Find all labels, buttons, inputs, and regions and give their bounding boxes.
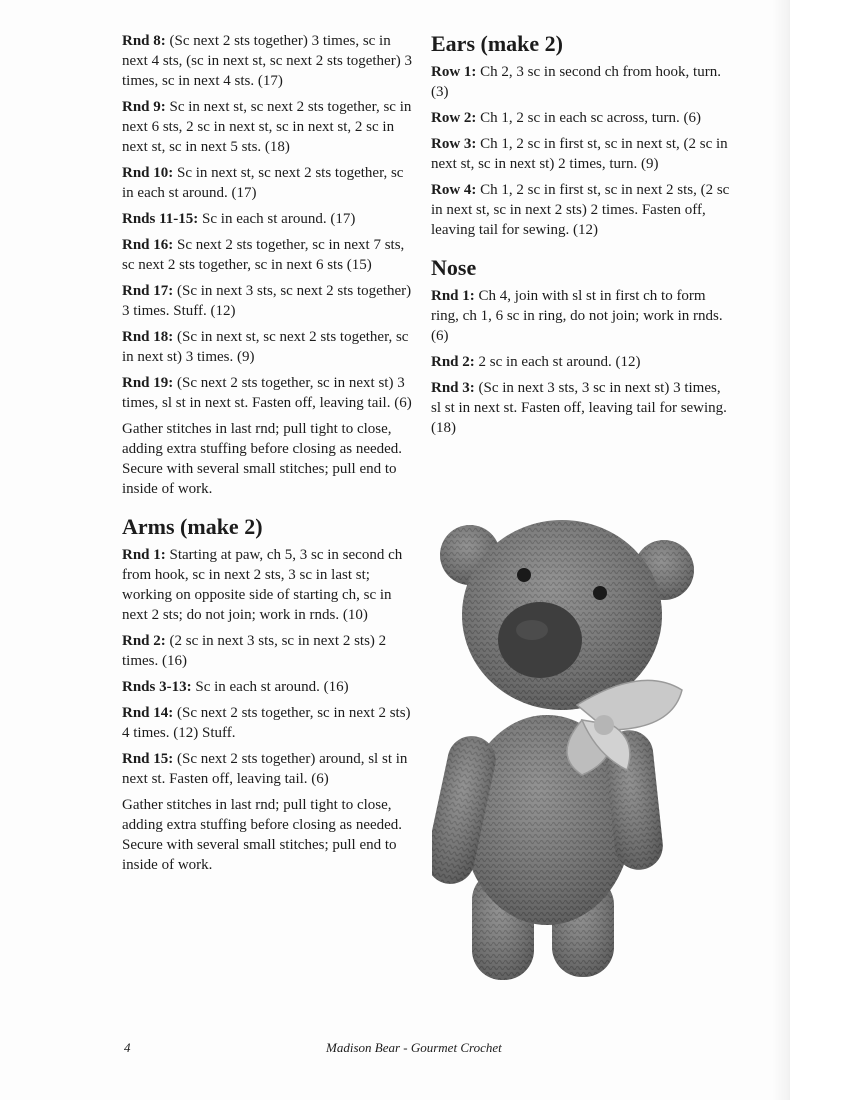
instruction-label: Rnd 14: <box>122 705 174 721</box>
instruction-label: Rnd 18: <box>122 329 174 345</box>
instruction-paragraph <box>122 163 412 203</box>
instruction-paragraph <box>431 134 731 174</box>
right-column <box>431 30 731 444</box>
instruction-text: Sc in each st around. (17) <box>198 211 356 227</box>
instruction-label: Rnd 2: <box>431 354 475 370</box>
instruction-paragraph <box>431 378 731 438</box>
instruction-paragraph <box>122 281 412 321</box>
instruction-text: Ch 2, 3 sc in second ch from hook, turn. (3) <box>431 64 721 100</box>
instruction-paragraph <box>122 703 412 743</box>
instruction-text: 2 sc in each st around. (12) <box>474 354 641 370</box>
instruction-paragraph <box>431 180 731 240</box>
instruction-paragraph <box>122 373 412 413</box>
nose-heading: Nose <box>431 255 477 280</box>
instruction-text: Ch 1, 2 sc in each sc across, turn. (6) <box>476 110 701 126</box>
instruction-label: Row 3: <box>431 136 477 152</box>
instruction-text: Ch 1, 2 sc in first st, sc in next 2 sts, (2 sc in next st, sc in next 2 sts) 2 times. Fasten off, leaving tail for sewing. (12) <box>431 182 730 238</box>
instruction-paragraph <box>122 631 412 671</box>
scan-margin <box>790 0 850 1100</box>
ears-heading: Ears (make 2) <box>431 31 563 56</box>
instruction-text: (Sc next 2 sts together) around, sl st in next st. Fasten off, leaving tail. (6) <box>122 751 408 787</box>
instruction-label: Rnd 17: <box>122 283 174 299</box>
instruction-label: Rnd 2: <box>122 633 166 649</box>
instruction-text: (Sc in next 3 sts, 3 sc in next st) 3 times, sl st in next st. Fasten off, leaving tail for sewing. (18) <box>431 380 727 436</box>
instruction-label: Rnd 1: <box>122 547 166 563</box>
arms-instructions <box>122 545 412 875</box>
instruction-label: Rnd 8: <box>122 33 166 49</box>
instruction-text: (Sc in next st, sc next 2 sts together, sc in next st) 3 times. (9) <box>122 329 409 365</box>
instruction-paragraph <box>122 97 412 157</box>
instruction-label: Rnds 11-15: <box>122 211 199 227</box>
instruction-paragraph <box>122 795 412 875</box>
instruction-paragraph <box>431 62 731 102</box>
instruction-label: Row 2: <box>431 110 477 126</box>
instruction-label: Rnd 16: <box>122 237 174 253</box>
ears-instructions <box>431 62 731 240</box>
instruction-label: Rnd 3: <box>431 380 475 396</box>
crocheted-teddy-bear-photo <box>432 515 707 985</box>
nose-instructions <box>431 286 731 438</box>
instruction-text: (Sc next 2 sts together, sc in next st) 3 times, sl st in next st. Fasten off, leaving tail. (6) <box>122 375 412 411</box>
instruction-paragraph <box>122 209 412 229</box>
instruction-paragraph <box>122 677 412 697</box>
instruction-text: (2 sc in next 3 sts, sc in next 2 sts) 2 times. (16) <box>122 633 387 669</box>
instruction-text: (Sc in next 3 sts, sc next 2 sts together) 3 times. Stuff. (12) <box>122 283 412 319</box>
instruction-paragraph <box>122 419 412 499</box>
instruction-text: Ch 4, join with sl st in first ch to form ring, ch 1, 6 sc in ring, do not join; work in rnds. (6) <box>431 288 723 344</box>
instruction-text: (Sc next 2 sts together, sc in next 2 sts) 4 times. (12) Stuff. <box>122 705 411 741</box>
instruction-paragraph <box>431 352 731 372</box>
instruction-label: Rnd 19: <box>122 375 174 391</box>
body-instructions <box>122 31 412 499</box>
instruction-label: Rnds 3-13: <box>122 679 192 695</box>
footer-title: Madison Bear - Gourmet Crochet <box>326 1040 502 1055</box>
instruction-text: Sc in next st, sc next 2 sts together, sc in each st around. (17) <box>122 165 404 201</box>
instruction-paragraph <box>122 235 412 275</box>
instruction-paragraph <box>122 749 412 789</box>
instruction-paragraph <box>431 108 731 128</box>
instruction-text: (Sc next 2 sts together) 3 times, sc in next 4 sts, (sc in next st, sc next 2 sts together) 3 times, sc in next 4 sts. (17) <box>122 33 412 89</box>
instruction-text: Gather stitches in last rnd; pull tight to close, adding extra stuffing before closing as needed. Secure with several small stitches; pull end to inside of work. <box>122 421 403 497</box>
instruction-paragraph <box>431 286 731 346</box>
instruction-text: Starting at paw, ch 5, 3 sc in second ch from hook, sc in next 2 sts, 3 sc in last st; working on opposite side of starting ch, sc in next 2 sts; do not join; work in rnds. (10) <box>122 547 403 623</box>
instruction-label: Row 1: <box>431 64 477 80</box>
instruction-text: Ch 1, 2 sc in first st, sc in next st, (2 sc in next st, sc in next st) 2 times, turn. (9) <box>431 136 728 172</box>
instruction-text: Sc in next st, sc next 2 sts together, sc in next 6 sts, 2 sc in next st, sc in next st, 2 sc in next st, sc in next 5 sts. (18) <box>122 99 412 155</box>
instruction-paragraph <box>122 327 412 367</box>
instruction-text: Sc next 2 sts together, sc in next 7 sts, sc next 2 sts together, sc in next 6 sts (15) <box>122 237 405 273</box>
instruction-paragraph <box>122 545 412 625</box>
instruction-text: Sc in each st around. (16) <box>191 679 349 695</box>
instruction-label: Rnd 15: <box>122 751 174 767</box>
page-number: 4 <box>124 1040 131 1055</box>
arms-heading: Arms (make 2) <box>122 514 263 539</box>
instruction-text: Gather stitches in last rnd; pull tight to close, adding extra stuffing before closing as needed. Secure with several small stitches; pull end to inside of work. <box>122 797 403 873</box>
instruction-label: Rnd 9: <box>122 99 166 115</box>
left-column <box>122 31 412 881</box>
instruction-label: Row 4: <box>431 182 477 198</box>
instruction-label: Rnd 10: <box>122 165 174 181</box>
instruction-paragraph <box>122 31 412 91</box>
instruction-label: Rnd 1: <box>431 288 475 304</box>
